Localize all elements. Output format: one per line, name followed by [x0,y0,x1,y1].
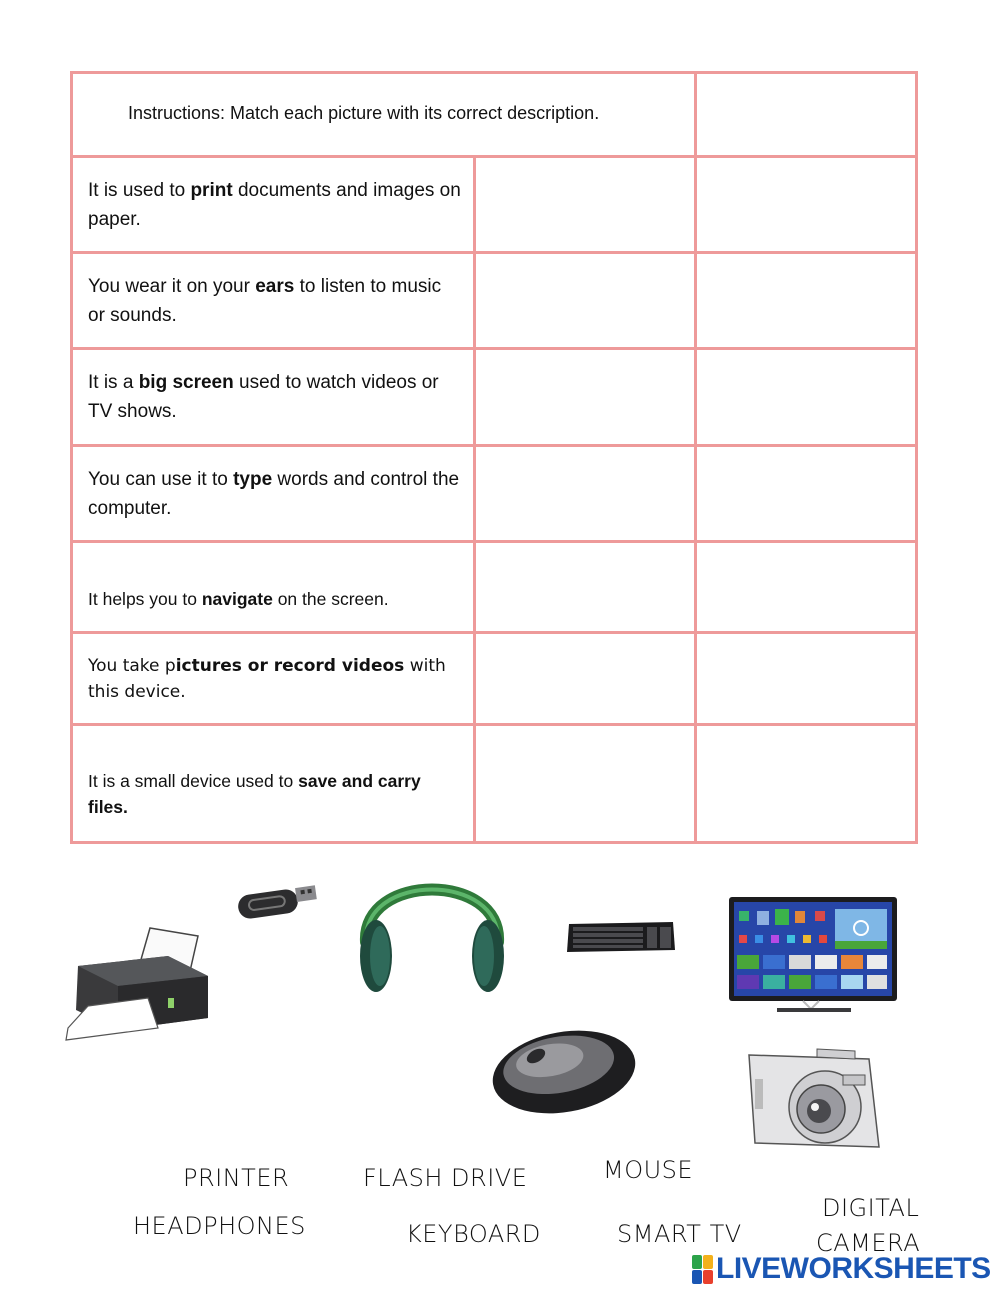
description-mouse: It helps you to navigate on the screen. [88,589,389,609]
word-printer[interactable]: PRINTER [183,1164,290,1192]
description-camera: You take pictures or record videos with this device. [88,656,446,702]
answer-cell[interactable] [697,350,915,444]
answer-cell[interactable] [476,726,694,841]
word-mouse[interactable]: MOUSE [603,1156,694,1184]
word-smart-tv[interactable]: SMART TV [617,1220,742,1248]
flash-drive-icon[interactable] [235,884,320,922]
mouse-icon[interactable] [490,1020,640,1115]
answer-cell[interactable] [697,254,915,347]
word-keyboard[interactable]: KEYBOARD [406,1220,541,1248]
printer-icon[interactable] [58,918,223,1043]
brand-name: LIVEWORKSHEETS [716,1252,991,1285]
table-border-left [70,71,73,844]
digital-camera-icon[interactable] [745,1045,883,1153]
headphones-icon[interactable] [352,852,512,997]
description-headphones: You wear it on your ears to listen to music or sounds. [88,276,442,326]
answer-cell[interactable] [476,634,694,723]
word-camera[interactable]: CAMERA [816,1229,921,1257]
word-headphones[interactable]: HEADPHONES [133,1212,306,1240]
keyboard-icon[interactable] [565,918,677,956]
word-digital[interactable]: DIGITAL [822,1194,920,1222]
answer-cell[interactable] [697,726,915,841]
word-flash-drive[interactable]: FLASH DRIVE [363,1164,528,1192]
answer-cell[interactable] [697,74,915,155]
answer-cell[interactable] [697,543,915,631]
answer-cell[interactable] [697,158,915,251]
table-border-right [915,71,918,844]
description-printer: It is used to print documents and images on paper. [88,180,461,230]
answer-cell[interactable] [476,447,694,540]
answer-cell[interactable] [697,447,915,540]
answer-cell[interactable] [476,350,694,444]
answer-cell[interactable] [697,634,915,723]
liveworksheets-logo [692,1252,991,1286]
answer-cell[interactable] [476,158,694,251]
instructions-text: Instructions: Match each picture with its correct description. [128,103,600,123]
description-keyboard: You can use it to type words and control the computer. [88,469,460,519]
answer-cell[interactable] [476,543,694,631]
description-flash-drive: It is a small device used to save and carry files. [88,771,421,817]
answer-cell[interactable] [476,254,694,347]
smart-tv-icon[interactable] [727,895,899,1015]
table-border-bottom [70,841,918,844]
liveworksheets-mark-icon [692,1255,713,1284]
description-smart-tv: It is a big screen used to watch videos or TV shows. [88,372,439,422]
